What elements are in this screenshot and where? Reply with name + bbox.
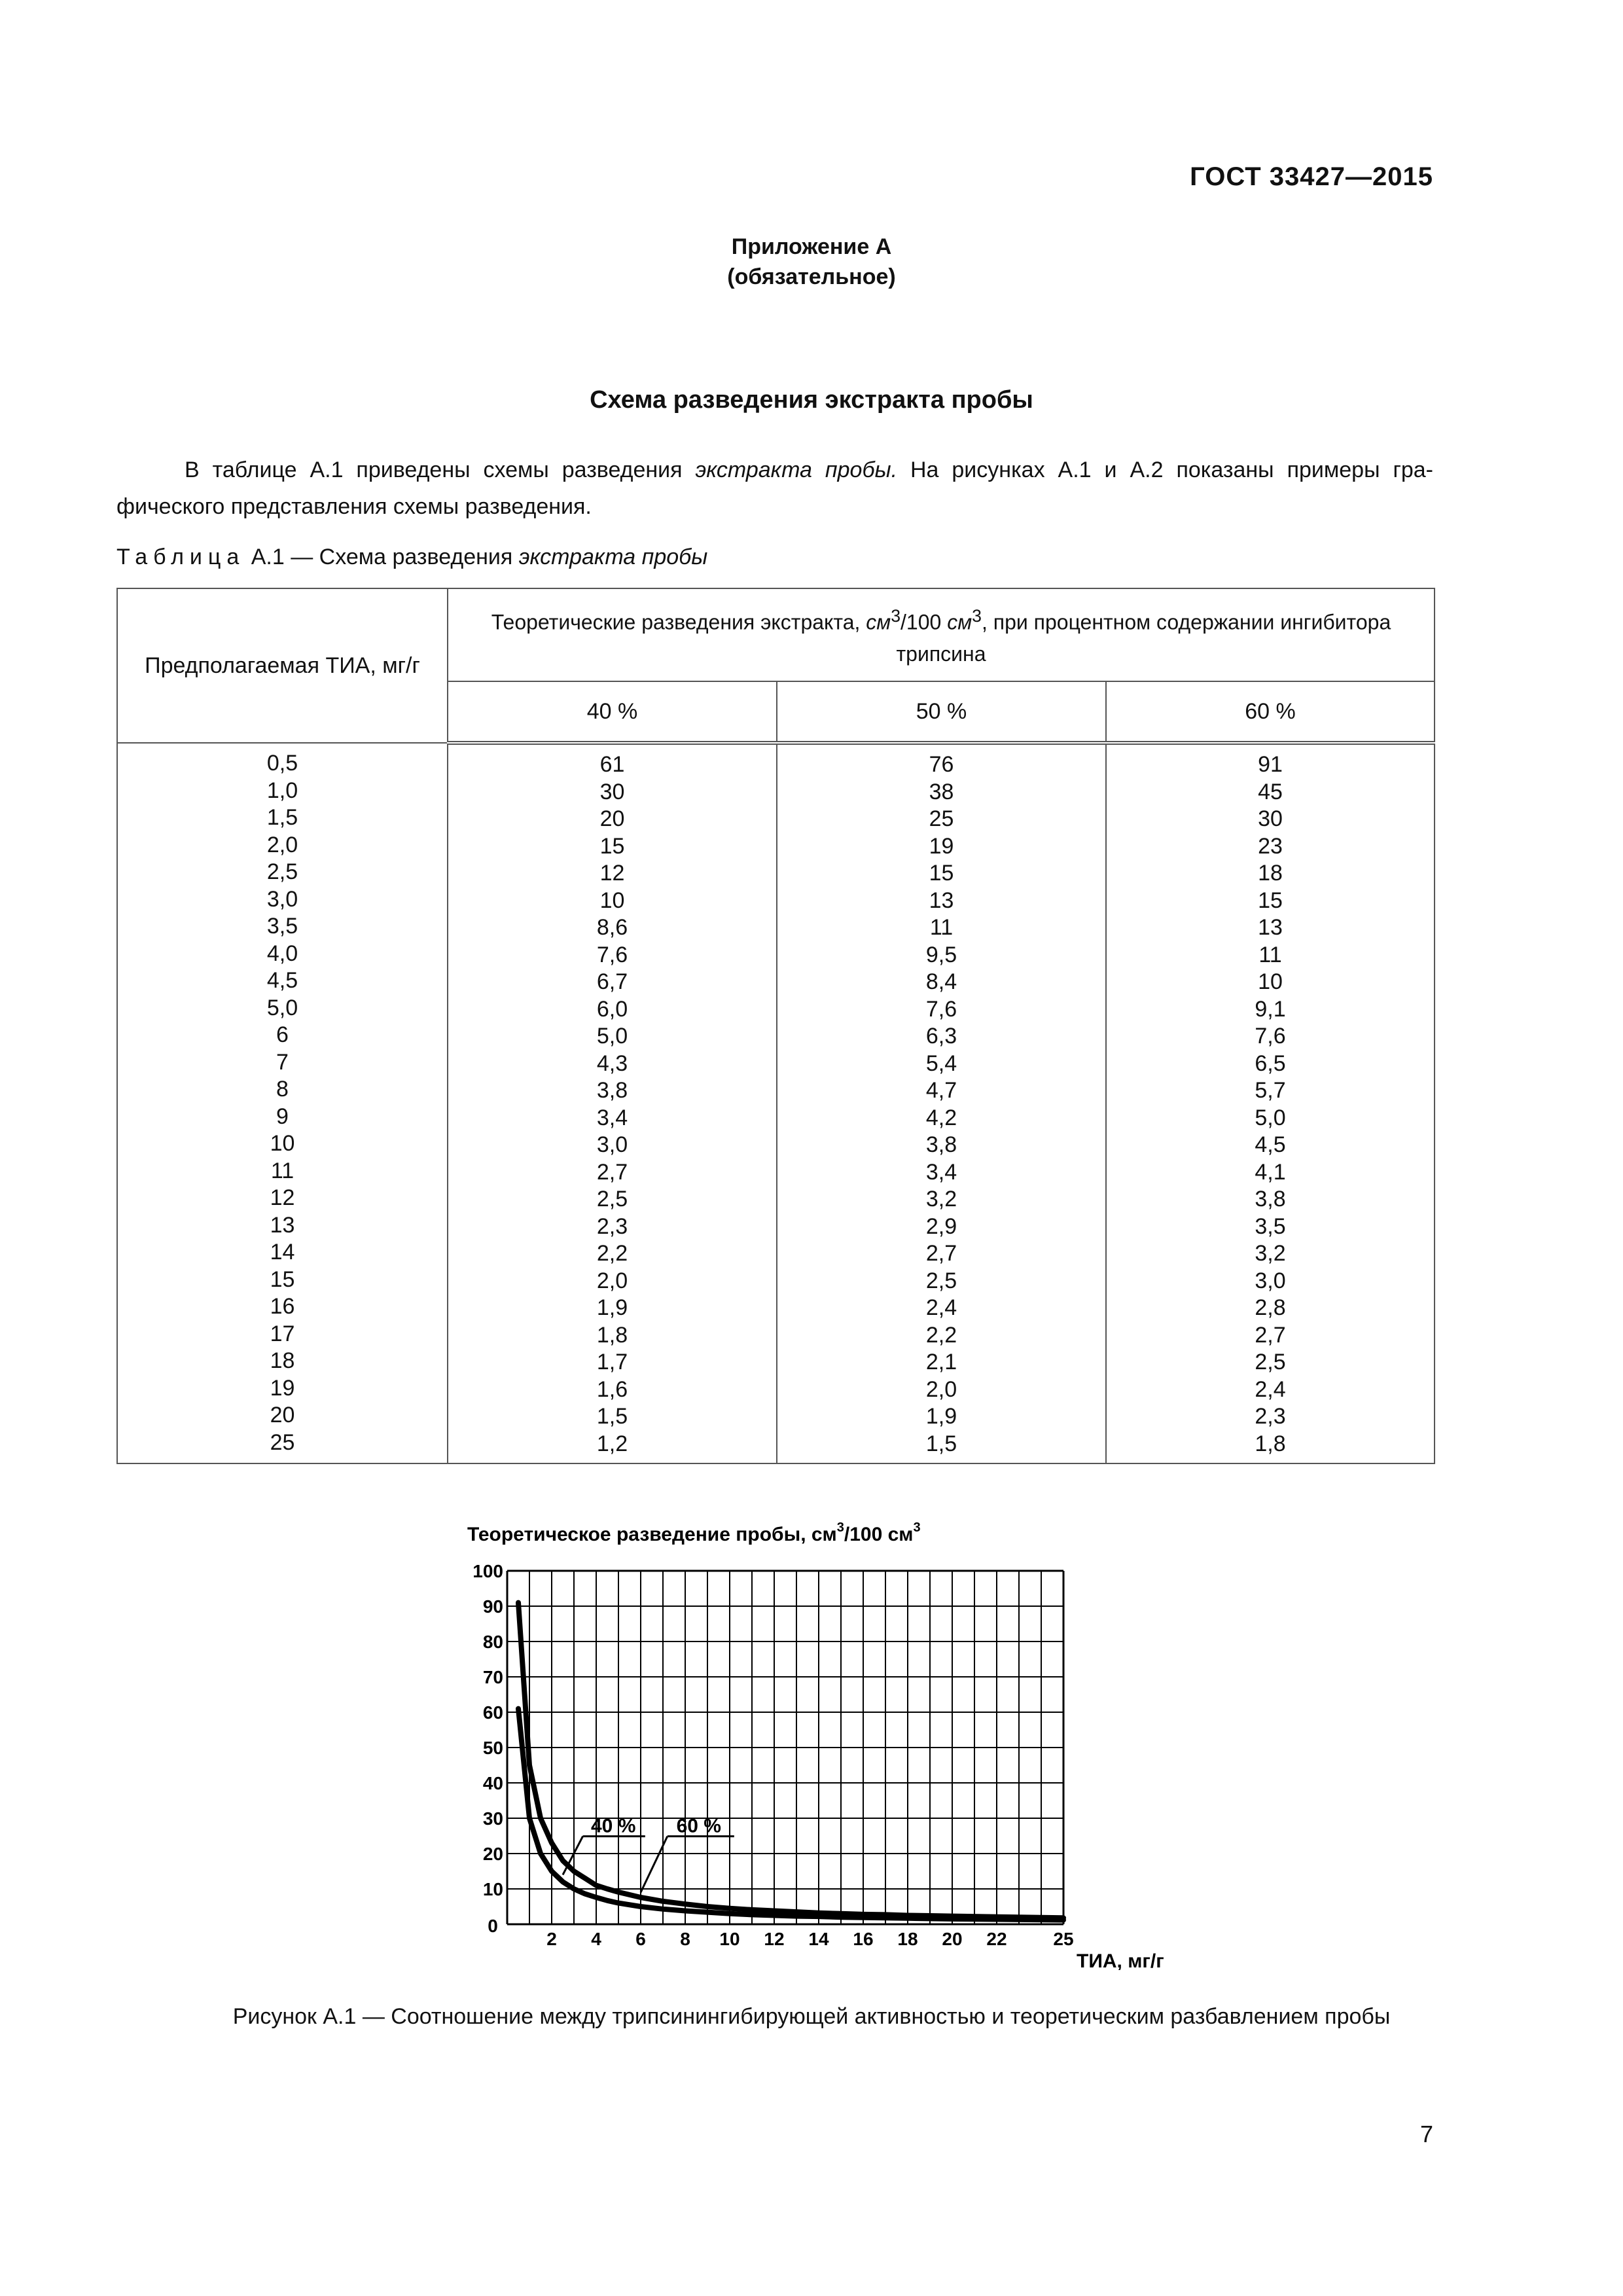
cell-tia: 6 xyxy=(276,1022,289,1047)
cell-p40: 6,7 xyxy=(596,969,628,994)
cell-tia: 18 xyxy=(270,1348,295,1373)
chart-points xyxy=(518,1602,1064,1920)
intro-line-1 xyxy=(116,452,1433,488)
cell-tia: 19 xyxy=(270,1375,295,1401)
cell-tia: 3,5 xyxy=(266,914,298,939)
cell-p40: 7,6 xyxy=(596,942,628,967)
table-caption-italic: экстракта пробы xyxy=(518,545,708,569)
cell-p60: 2,4 xyxy=(1255,1376,1286,1402)
column-40 xyxy=(448,743,777,1463)
data-point xyxy=(685,1904,686,1905)
y-tick-label: 50 xyxy=(482,1738,503,1758)
data-point xyxy=(529,1818,530,1819)
intro-text-b: На рисунках А.1 и А.2 показаны примеры гра- xyxy=(897,457,1433,482)
cell-p50: 1,5 xyxy=(925,1431,957,1456)
cell-tia: 9 xyxy=(276,1103,289,1129)
cell-p40: 1,2 xyxy=(596,1431,628,1456)
cell-p60: 11 xyxy=(1258,942,1282,967)
chart-series xyxy=(518,1603,1063,1920)
y-tick-label: 90 xyxy=(482,1596,503,1617)
ylabel-sup1: 3 xyxy=(836,1520,844,1535)
cell-p40: 5,0 xyxy=(596,1024,628,1049)
column-tia xyxy=(117,743,448,1463)
intro-text-a: В таблице А.1 приведены схемы разведения xyxy=(185,457,696,482)
cell-p50: 2,7 xyxy=(925,1241,957,1266)
ylabel-mid: /100 см xyxy=(844,1524,914,1545)
cell-p50: 7,6 xyxy=(925,996,957,1022)
cell-tia: 8 xyxy=(276,1077,289,1102)
cell-p40: 15 xyxy=(599,833,625,859)
table-caption xyxy=(116,545,707,570)
cell-p50: 2,0 xyxy=(925,1376,957,1402)
cell-p40: 2,7 xyxy=(596,1159,628,1185)
ylabel-main: Теоретическое разведение пробы, см xyxy=(467,1524,837,1545)
cell-p60: 5,7 xyxy=(1255,1078,1286,1103)
cell-p40: 12 xyxy=(599,861,625,886)
group-header-unit2: см xyxy=(947,610,972,634)
dilution-table xyxy=(116,588,1435,1464)
cell-p40: 3,8 xyxy=(596,1078,628,1103)
data-point xyxy=(930,1918,931,1919)
cell-tia: 13 xyxy=(270,1212,295,1238)
data-point xyxy=(607,1900,608,1901)
cell-p60: 3,0 xyxy=(1255,1268,1286,1293)
cell-p60: 9,1 xyxy=(1255,996,1286,1022)
cell-p40: 61 xyxy=(599,752,625,777)
data-point xyxy=(585,1893,586,1894)
x-tick-label: 22 xyxy=(986,1929,1007,1949)
header-60: 60 % xyxy=(1106,681,1435,743)
cell-p40: 1,5 xyxy=(596,1404,628,1429)
cell-p40: 1,8 xyxy=(596,1322,628,1348)
header-dilution-group xyxy=(448,588,1435,681)
cell-p50: 8,4 xyxy=(925,969,957,994)
cell-tia: 7 xyxy=(276,1049,289,1075)
cell-p40: 6,0 xyxy=(596,996,628,1022)
data-point xyxy=(774,1915,775,1916)
cell-tia: 11 xyxy=(270,1158,294,1183)
x-tick-label: 10 xyxy=(719,1929,740,1949)
header-50: 50 % xyxy=(777,681,1106,743)
cell-tia: 0,5 xyxy=(266,751,298,776)
cell-p50: 3,4 xyxy=(925,1159,957,1185)
intro-text-italic: экстракта пробы. xyxy=(695,457,898,482)
cell-p50: 38 xyxy=(929,779,954,804)
group-header-sup2: 3 xyxy=(972,606,982,626)
table-caption-label: Таблица xyxy=(116,545,245,569)
cell-p60: 13 xyxy=(1258,915,1283,940)
data-point xyxy=(952,1918,953,1919)
figure-caption: Рисунок А.1 — Соотношение между трипсинингибирующей активностью и теоретическим разбавлением пробы xyxy=(232,2004,1391,2029)
cell-tia: 20 xyxy=(270,1403,295,1427)
group-header-mid: /100 xyxy=(901,610,948,634)
data-point xyxy=(752,1909,753,1910)
cell-p40: 30 xyxy=(599,779,625,804)
cell-p40: 4,3 xyxy=(596,1050,628,1076)
column-50 xyxy=(777,743,1106,1463)
cell-p40: 2,3 xyxy=(596,1213,628,1239)
x-tick-label: 25 xyxy=(1053,1929,1074,1949)
page-number: 7 xyxy=(1419,2121,1433,2147)
x-tick-label: 18 xyxy=(897,1929,918,1949)
standard-code: ГОСТ 33427—2015 xyxy=(1190,162,1433,191)
x-tick-label: 20 xyxy=(942,1929,963,1949)
cell-p40: 2,2 xyxy=(596,1241,628,1266)
chart-y-label xyxy=(467,1520,921,1545)
data-point xyxy=(885,1914,886,1915)
cell-tia: 16 xyxy=(270,1294,295,1319)
cell-tia: 17 xyxy=(270,1321,295,1346)
y-tick-label: 100 xyxy=(473,1561,503,1581)
annex-title: Приложение А xyxy=(731,234,892,259)
section-title: Схема разведения экстракта пробы xyxy=(590,386,1033,414)
cell-p50: 3,8 xyxy=(925,1132,957,1157)
cell-p60: 5,0 xyxy=(1255,1105,1286,1130)
data-point xyxy=(841,1913,842,1914)
cell-p60: 4,5 xyxy=(1255,1132,1286,1157)
cell-tia: 2,5 xyxy=(266,859,298,884)
intro-line-2: фического представления схемы разведения. xyxy=(116,494,592,519)
data-point xyxy=(518,1602,519,1603)
y-tick-label: 70 xyxy=(482,1667,503,1687)
data-point xyxy=(574,1871,575,1872)
y-tick-label: 60 xyxy=(482,1702,503,1723)
header-40: 40 % xyxy=(448,681,777,743)
cell-p40: 1,9 xyxy=(596,1295,628,1320)
group-header-sup1: 3 xyxy=(891,606,901,626)
cell-p60: 45 xyxy=(1258,779,1283,804)
cell-p50: 13 xyxy=(929,888,954,913)
y-tick-label: 30 xyxy=(482,1808,503,1829)
cell-p60: 10 xyxy=(1258,969,1283,994)
cell-p60: 4,1 xyxy=(1255,1159,1286,1185)
cell-p60: 3,5 xyxy=(1255,1213,1286,1239)
cell-tia: 25 xyxy=(270,1429,295,1455)
cell-tia: 1,5 xyxy=(266,805,298,830)
cell-p50: 3,2 xyxy=(925,1187,957,1211)
dilution-chart xyxy=(452,1499,1178,1970)
cell-p50: 2,2 xyxy=(925,1322,957,1348)
data-point xyxy=(529,1765,530,1766)
cell-tia: 2,0 xyxy=(266,832,298,857)
y-tick-label: 10 xyxy=(482,1879,503,1899)
cell-p60: 3,8 xyxy=(1255,1187,1286,1211)
cell-p50: 2,5 xyxy=(925,1268,957,1293)
cell-p40: 8,6 xyxy=(596,915,628,940)
data-point xyxy=(841,1917,842,1918)
cell-p60: 2,8 xyxy=(1255,1295,1286,1320)
data-point xyxy=(774,1910,775,1911)
cell-p40: 2,5 xyxy=(596,1187,628,1211)
cell-p60: 23 xyxy=(1258,833,1283,859)
cell-p60: 6,5 xyxy=(1255,1050,1286,1076)
y-tick-label: 40 xyxy=(482,1773,503,1793)
y-tick-label: 20 xyxy=(482,1844,503,1864)
cell-p60: 18 xyxy=(1258,861,1283,886)
cell-p40: 1,7 xyxy=(596,1350,628,1374)
cell-p60: 3,2 xyxy=(1255,1241,1286,1266)
chart-ticks xyxy=(473,1561,1073,1949)
cell-p50: 15 xyxy=(929,861,954,886)
cell-tia: 4,0 xyxy=(266,941,298,966)
cell-tia: 15 xyxy=(270,1266,295,1292)
cell-p50: 2,1 xyxy=(925,1350,957,1374)
cell-p50: 4,2 xyxy=(925,1105,957,1130)
x-tick-label: 12 xyxy=(764,1929,785,1949)
data-point xyxy=(607,1889,608,1890)
cell-p50: 25 xyxy=(929,806,954,831)
data-point xyxy=(574,1889,575,1890)
column-60 xyxy=(1106,743,1435,1463)
ylabel-sup2: 3 xyxy=(913,1520,921,1535)
cell-tia: 10 xyxy=(270,1131,295,1156)
cell-tia: 12 xyxy=(270,1185,295,1210)
x-tick-label: 0 xyxy=(488,1916,498,1936)
data-point xyxy=(752,1914,753,1915)
cell-p60: 2,3 xyxy=(1255,1404,1286,1429)
data-point xyxy=(596,1885,597,1886)
cell-p50: 9,5 xyxy=(925,942,957,967)
cell-p50: 76 xyxy=(929,752,954,777)
table-caption-number: А.1 — Схема разведения xyxy=(245,545,519,569)
cell-p50: 19 xyxy=(929,833,954,859)
y-tick-label: 80 xyxy=(482,1632,503,1652)
cell-p40: 3,4 xyxy=(596,1105,628,1130)
data-point xyxy=(685,1910,686,1911)
chart-grid xyxy=(507,1571,1063,1924)
cell-tia: 14 xyxy=(270,1240,295,1265)
x-tick-label: 6 xyxy=(635,1929,646,1949)
x-tick-label: 14 xyxy=(808,1929,829,1949)
cell-p60: 30 xyxy=(1258,806,1283,831)
cell-p50: 4,7 xyxy=(925,1078,957,1103)
cell-p60: 2,5 xyxy=(1255,1350,1286,1374)
cell-tia: 4,5 xyxy=(266,968,298,993)
cell-p50: 2,9 xyxy=(925,1213,957,1239)
annotation-60: 60 % xyxy=(676,1815,721,1837)
data-point xyxy=(518,1708,519,1709)
cell-tia: 5,0 xyxy=(266,995,298,1020)
cell-p40: 2,0 xyxy=(596,1268,628,1293)
cell-p60: 1,8 xyxy=(1255,1431,1286,1456)
cell-p40: 20 xyxy=(599,806,625,831)
x-tick-label: 2 xyxy=(546,1929,557,1949)
group-header-prefix: Теоретические разведения экстракта, xyxy=(491,610,866,634)
cell-p50: 1,9 xyxy=(925,1404,957,1429)
data-point xyxy=(863,1917,864,1918)
cell-tia: 3,0 xyxy=(266,886,298,912)
chart-x-label: ТИА, мг/г xyxy=(1077,1950,1164,1970)
x-tick-label: 16 xyxy=(853,1929,874,1949)
intro-paragraph xyxy=(116,452,1433,525)
annex-status: (обязательное) xyxy=(727,264,896,289)
x-tick-label: 4 xyxy=(591,1929,601,1949)
cell-p50: 6,3 xyxy=(925,1024,957,1049)
header-tia: Предполагаемая ТИА, мг/г xyxy=(117,588,448,743)
cell-p50: 5,4 xyxy=(925,1050,957,1076)
cell-p60: 7,6 xyxy=(1255,1024,1286,1049)
cell-tia: 1,0 xyxy=(266,778,298,803)
cell-p40: 1,6 xyxy=(596,1376,628,1402)
group-header-unit1: см xyxy=(866,610,891,634)
x-tick-label: 8 xyxy=(680,1929,690,1949)
cell-p60: 2,7 xyxy=(1255,1322,1286,1348)
series-line-60 xyxy=(518,1603,1063,1918)
cell-p50: 11 xyxy=(929,915,954,940)
annotation-40: 40 % xyxy=(591,1815,636,1837)
cell-p40: 3,0 xyxy=(596,1132,628,1157)
cell-p60: 91 xyxy=(1258,752,1283,777)
group-header-suffix: , при процентном содержании ингибитора трипсина xyxy=(896,610,1391,666)
cell-p60: 15 xyxy=(1258,888,1283,913)
cell-p50: 2,4 xyxy=(925,1295,957,1320)
cell-p40: 10 xyxy=(599,888,625,913)
